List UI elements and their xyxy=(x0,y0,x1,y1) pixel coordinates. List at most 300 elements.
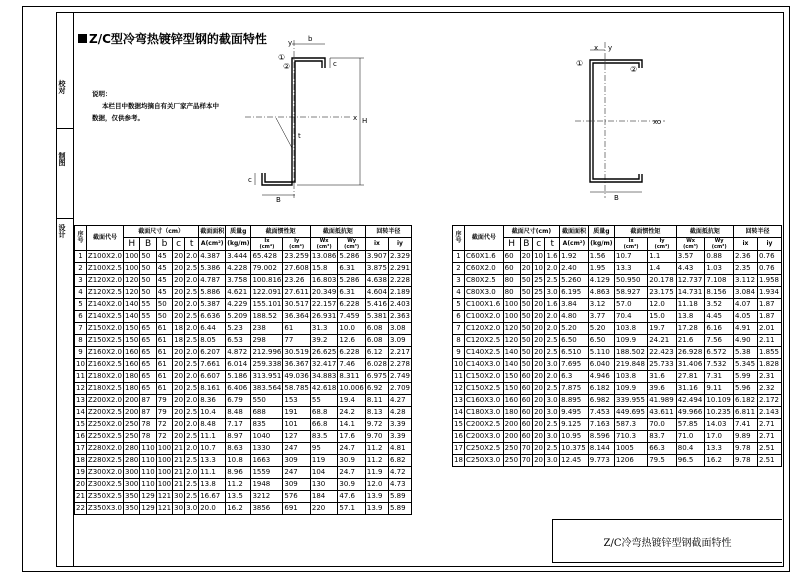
table-cell: 300 xyxy=(124,467,140,479)
table-cell: C150X2.5 xyxy=(465,383,504,395)
table-cell: 41.989 xyxy=(648,395,677,407)
unit-ry: iy xyxy=(757,238,781,251)
table-row xyxy=(453,251,782,263)
table-cell: 2.0 xyxy=(185,347,199,359)
c-label-x: x xyxy=(594,44,599,52)
table-cell: 101 xyxy=(283,419,311,431)
table-row xyxy=(453,323,782,335)
table-cell: 7 xyxy=(75,323,87,335)
table-cell: 9.495 xyxy=(560,407,589,419)
table-cell: Z250X2.5 xyxy=(86,431,123,443)
table-cell: 121 xyxy=(156,491,172,503)
table-cell: 2.403 xyxy=(388,299,411,311)
table-cell: 219.848 xyxy=(614,359,647,371)
table-cell: 31.6 xyxy=(648,371,677,383)
table-cell: 16.803 xyxy=(310,275,338,287)
table-cell: 83.5 xyxy=(310,431,338,443)
table-cell: C180X3.0 xyxy=(465,407,504,419)
table-cell: 20 xyxy=(520,263,532,275)
table-cell: 121 xyxy=(156,503,172,515)
table-cell: 103.8 xyxy=(614,323,647,335)
table-cell: 20 xyxy=(533,311,545,323)
table-cell: 13.9 xyxy=(365,503,388,515)
table-cell: 21 xyxy=(173,467,185,479)
table-cell: 27.81 xyxy=(676,371,705,383)
table-cell: Z140X2.5 xyxy=(86,311,123,323)
table-cell: 8.96 xyxy=(226,467,251,479)
table-cell: 30.519 xyxy=(283,347,311,359)
table-cell: 10 xyxy=(453,359,465,371)
note-line1: 本栏目中数据均摘自有关厂家产品样本中 xyxy=(102,102,219,110)
table-cell: 7.695 xyxy=(560,359,589,371)
table-cell: 80 xyxy=(503,275,520,287)
table-cell: 250 xyxy=(503,443,520,455)
table-cell: 3.77 xyxy=(588,311,614,323)
table-cell: 1.6 xyxy=(545,299,560,311)
table-cell: 6.510 xyxy=(560,347,589,359)
table-cell: 61 xyxy=(156,335,172,347)
table-cell: 14.731 xyxy=(676,287,705,299)
table-cell: 16.2 xyxy=(705,455,734,467)
table-cell: 109.9 xyxy=(614,335,647,347)
table-cell: 4.81 xyxy=(388,443,411,455)
table-cell: 65 xyxy=(140,335,156,347)
table-cell: 71.0 xyxy=(676,431,705,443)
table-cell: 61 xyxy=(156,359,172,371)
table-row xyxy=(453,431,782,443)
table-cell: 20 xyxy=(533,419,545,431)
table-cell: 17.0 xyxy=(705,431,734,443)
table-cell: 61 xyxy=(156,323,172,335)
table-cell: 2.228 xyxy=(388,275,411,287)
note-label: 说明： xyxy=(92,90,112,98)
table-cell: 140 xyxy=(124,299,140,311)
table-cell: 13.3 xyxy=(614,263,647,275)
table-cell: 1559 xyxy=(251,467,283,479)
table-cell: 2.0 xyxy=(185,395,199,407)
table-row xyxy=(75,275,412,287)
z-label-B: B xyxy=(276,196,281,204)
table-cell: 6.228 xyxy=(338,347,366,359)
z-circle-1: ① xyxy=(278,53,286,62)
table-cell: 3.39 xyxy=(388,419,411,431)
table-cell: 72 xyxy=(156,431,172,443)
table-row xyxy=(75,347,412,359)
table-cell: 100 xyxy=(156,455,172,467)
table-cell: 200 xyxy=(503,431,520,443)
table-row xyxy=(75,263,412,275)
table-cell: 104 xyxy=(310,467,338,479)
table-cell: 8.11 xyxy=(365,395,388,407)
table-cell: 21 xyxy=(75,491,87,503)
table-cell: 1005 xyxy=(614,443,647,455)
table-cell: 6.3 xyxy=(560,371,589,383)
table-cell: 180 xyxy=(124,383,140,395)
table-cell: 20 xyxy=(173,407,185,419)
table-cell: 9.70 xyxy=(365,431,388,443)
col-mass: 质量g xyxy=(588,226,614,238)
table-cell: 188.502 xyxy=(614,347,647,359)
table-cell: 587.3 xyxy=(614,419,647,431)
table-cell: 12 xyxy=(75,383,87,395)
table-cell: 2.291 xyxy=(388,263,411,275)
table-cell: 10.006 xyxy=(338,383,366,395)
table-cell: 50 xyxy=(156,299,172,311)
table-cell: 3.09 xyxy=(388,335,411,347)
table-cell: 30 xyxy=(173,491,185,503)
table-cell: 2.0 xyxy=(185,251,199,263)
table-cell: 3.57 xyxy=(676,251,705,263)
table-cell: 2.5 xyxy=(185,287,199,299)
table-cell: 200 xyxy=(124,407,140,419)
table-cell: 15 xyxy=(453,419,465,431)
table-cell: 43.611 xyxy=(648,407,677,419)
table-cell: 5.96 xyxy=(733,383,757,395)
dim-b: b xyxy=(156,238,172,251)
table-cell: 25.733 xyxy=(648,359,677,371)
table-cell: 20 xyxy=(533,395,545,407)
table-cell: 4.27 xyxy=(388,395,411,407)
table-cell: 127 xyxy=(283,431,311,443)
unit-wx: Wx (cm³) xyxy=(310,238,338,251)
table-cell: 110 xyxy=(140,443,156,455)
table-cell: 9.125 xyxy=(560,419,589,431)
table-cell: 13.3 xyxy=(199,455,226,467)
table-cell: 27.608 xyxy=(283,263,311,275)
table-cell: 21 xyxy=(173,455,185,467)
table-cell: 11 xyxy=(453,371,465,383)
table-cell: 24.7 xyxy=(338,443,366,455)
table-cell: 140 xyxy=(124,311,140,323)
table-cell: 20 xyxy=(533,455,545,467)
table-cell: 6.607 xyxy=(199,371,226,383)
table-cell: 70 xyxy=(520,443,532,455)
col-radius: 回转半径 xyxy=(733,226,781,238)
table-cell: 2.32 xyxy=(757,383,781,395)
table-cell: 13.8 xyxy=(199,479,226,491)
table-cell: 10.7 xyxy=(614,251,647,263)
table-cell: 103.8 xyxy=(614,371,647,383)
table-cell: 50 xyxy=(520,299,532,311)
table-cell: C150X2.0 xyxy=(465,371,504,383)
table-cell: 13.9 xyxy=(365,491,388,503)
col-radius: 回转半径 xyxy=(365,226,411,238)
table-cell: 4.05 xyxy=(733,311,757,323)
table-cell: 449.695 xyxy=(614,407,647,419)
table-cell: 2.5 xyxy=(185,431,199,443)
table-cell: 188.52 xyxy=(251,311,283,323)
table-cell: 36.364 xyxy=(283,311,311,323)
table-cell: 4 xyxy=(75,287,87,299)
col-area: 截面面积 xyxy=(560,226,589,238)
table-cell: 4.45 xyxy=(705,311,734,323)
table-cell: 8.63 xyxy=(226,443,251,455)
table-cell: 50.950 xyxy=(614,275,647,287)
col-modulus: 截面抵抗矩 xyxy=(676,226,733,238)
table-cell: 1.4 xyxy=(648,263,677,275)
table-cell: 191 xyxy=(283,407,311,419)
table-cell: 2.0 xyxy=(545,371,560,383)
table-cell: 9.773 xyxy=(588,455,614,467)
table-cell: 10 xyxy=(533,263,545,275)
table-cell: 50 xyxy=(520,347,532,359)
table-cell: 11.2 xyxy=(365,443,388,455)
table-cell: 47.6 xyxy=(338,491,366,503)
table-cell: 60 xyxy=(520,371,532,383)
table-cell: 50 xyxy=(520,359,532,371)
table-cell: 688 xyxy=(251,407,283,419)
table-cell: 13 xyxy=(453,395,465,407)
note xyxy=(92,88,219,124)
table-cell: C250X3.0 xyxy=(465,455,504,467)
table-cell: 65.428 xyxy=(251,251,283,263)
table-cell: Z100X2.5 xyxy=(86,263,123,275)
table-cell: 16.2 xyxy=(226,503,251,515)
table-cell: 17 xyxy=(75,443,87,455)
table-cell: Z300X2.0 xyxy=(86,467,123,479)
table-cell: 19 xyxy=(75,467,87,479)
table-cell: 350 xyxy=(124,491,140,503)
table-cell: 39.6 xyxy=(648,383,677,395)
table-cell: Z180X2.5 xyxy=(86,383,123,395)
table-cell: 24.2 xyxy=(338,407,366,419)
table-cell: 150 xyxy=(124,335,140,347)
table-row xyxy=(75,443,412,455)
table-cell: 4.787 xyxy=(199,275,226,287)
table-row xyxy=(75,467,412,479)
table-cell: 7.108 xyxy=(705,275,734,287)
table-cell: 11.9 xyxy=(365,467,388,479)
col-no: 序号 xyxy=(453,226,465,251)
table-cell: 200 xyxy=(124,395,140,407)
table-cell: 34.883 xyxy=(310,371,338,383)
table-cell: 25 xyxy=(533,275,545,287)
table-cell: 42.618 xyxy=(310,383,338,395)
table-cell: 1040 xyxy=(251,431,283,443)
table-cell: 15 xyxy=(75,419,87,431)
table-cell: 5.260 xyxy=(560,275,589,287)
table-cell: 3212 xyxy=(251,491,283,503)
dim-t: t xyxy=(545,238,560,251)
unit-ix: Ix (cm⁴) xyxy=(251,238,283,251)
table-cell: 45 xyxy=(156,287,172,299)
table-cell: 6.028 xyxy=(365,359,388,371)
col-code: 截面代号 xyxy=(465,226,504,251)
table-cell: 691 xyxy=(283,503,311,515)
table-cell: 1948 xyxy=(251,479,283,491)
table-cell: 1.6 xyxy=(545,251,560,263)
table-cell: 2.5 xyxy=(185,407,199,419)
table-cell: 10 xyxy=(533,251,545,263)
table-cell: 60 xyxy=(520,395,532,407)
table-cell: 6.79 xyxy=(226,395,251,407)
table-cell: 10.95 xyxy=(560,431,589,443)
table-row xyxy=(453,443,782,455)
table-row xyxy=(453,455,782,467)
table-cell: 129 xyxy=(140,491,156,503)
table-cell: 20 xyxy=(533,431,545,443)
table-cell: 350 xyxy=(124,503,140,515)
table-cell: 20 xyxy=(75,479,87,491)
table-cell: 61 xyxy=(156,383,172,395)
table-cell: 22 xyxy=(75,503,87,515)
table-cell: Z250X2.0 xyxy=(86,419,123,431)
table-cell: 30.9 xyxy=(338,479,366,491)
table-cell: 20 xyxy=(533,407,545,419)
table-cell: 14 xyxy=(453,407,465,419)
table-cell: 4.863 xyxy=(588,287,614,299)
table-cell: 122.091 xyxy=(251,287,283,299)
signature-column xyxy=(56,12,74,567)
table-cell: 3.0 xyxy=(545,359,560,371)
c-section-table xyxy=(452,225,782,467)
table-row xyxy=(453,311,782,323)
table-cell: 7.875 xyxy=(560,383,589,395)
table-cell: 20 xyxy=(173,311,185,323)
table-cell: 1.1 xyxy=(648,251,677,263)
table-cell: 55 xyxy=(140,299,156,311)
table-cell: 32.417 xyxy=(310,359,338,371)
table-cell: 20 xyxy=(533,383,545,395)
table-cell: 50 xyxy=(140,275,156,287)
table-cell: 2.31 xyxy=(757,371,781,383)
table-cell: 2.329 xyxy=(388,251,411,263)
col-inertia: 截面惯性矩 xyxy=(614,226,676,238)
table-row xyxy=(75,419,412,431)
unit-ix: Ix (cm⁴) xyxy=(614,238,647,251)
table-cell: 6.811 xyxy=(733,407,757,419)
table-cell: 3.907 xyxy=(365,251,388,263)
table-cell: 5 xyxy=(75,299,87,311)
table-cell: 180 xyxy=(503,407,520,419)
table-cell: 5.381 xyxy=(365,311,388,323)
table-cell: 24.7 xyxy=(338,467,366,479)
dim-c: c xyxy=(533,238,545,251)
table-cell: 19.7 xyxy=(648,323,677,335)
c-label-B: B xyxy=(614,194,619,202)
side-divider xyxy=(56,128,74,129)
unit-rx: ix xyxy=(733,238,757,251)
table-cell: 11.1 xyxy=(199,431,226,443)
table-cell: 120 xyxy=(503,335,520,347)
table-cell: 2.11 xyxy=(757,335,781,347)
table-cell: 23.26 xyxy=(283,275,311,287)
table-row xyxy=(453,371,782,383)
table-cell: 10.4 xyxy=(199,407,226,419)
table-cell: 20 xyxy=(533,347,545,359)
table-row xyxy=(75,503,412,515)
table-cell: 4.129 xyxy=(588,275,614,287)
table-cell: 5.186 xyxy=(226,371,251,383)
table-cell: 15.0 xyxy=(648,311,677,323)
table-cell: 68.8 xyxy=(310,407,338,419)
table-cell: 2.40 xyxy=(560,263,589,275)
table-cell: 79 xyxy=(156,395,172,407)
table-cell: 6.228 xyxy=(338,299,366,311)
table-cell: 6.195 xyxy=(560,287,589,299)
table-row xyxy=(75,311,412,323)
table-cell: 2 xyxy=(75,263,87,275)
table-cell: 8.36 xyxy=(199,395,226,407)
table-cell: 4.387 xyxy=(199,251,226,263)
table-cell: 45 xyxy=(156,263,172,275)
table-cell: 4.91 xyxy=(733,323,757,335)
table-cell: 20 xyxy=(173,383,185,395)
table-cell: 2.5 xyxy=(185,359,199,371)
table-cell: 0.88 xyxy=(705,251,734,263)
table-cell: 57.85 xyxy=(676,419,705,431)
table-cell: 20 xyxy=(173,359,185,371)
table-row xyxy=(75,251,412,263)
table-row xyxy=(75,335,412,347)
table-cell: 6.014 xyxy=(226,359,251,371)
table-cell: 4.72 xyxy=(388,467,411,479)
table-cell: 13 xyxy=(75,395,87,407)
c-section-diagram xyxy=(570,30,690,205)
col-dims: 截面尺寸（cm） xyxy=(124,226,199,238)
table-cell: 6.92 xyxy=(365,383,388,395)
unit-rx: ix xyxy=(365,238,388,251)
table-cell: 79 xyxy=(156,407,172,419)
table-cell: 3.444 xyxy=(226,251,251,263)
table-cell: 14.03 xyxy=(705,419,734,431)
table-cell: Z140X2.0 xyxy=(86,299,123,311)
table-cell: 3.52 xyxy=(705,299,734,311)
table-cell: 7.41 xyxy=(733,419,757,431)
table-cell: 60 xyxy=(503,263,520,275)
table-cell: 9.72 xyxy=(365,419,388,431)
table-cell: 710.3 xyxy=(614,431,647,443)
dim-H: H xyxy=(503,238,520,251)
title-text: Z/C型冷弯热镀锌型钢的截面特性 xyxy=(89,32,267,46)
table-cell: 2.5 xyxy=(185,455,199,467)
table-cell: 20 xyxy=(533,443,545,455)
table-cell: 550 xyxy=(251,395,283,407)
table-cell: 9.89 xyxy=(733,431,757,443)
table-cell: 50 xyxy=(156,311,172,323)
table-cell: 45 xyxy=(156,275,172,287)
col-mass: 质量g xyxy=(226,226,251,238)
c-label-y: y xyxy=(608,44,613,52)
table-cell: 2.71 xyxy=(757,431,781,443)
table-cell: Z120X2.0 xyxy=(86,275,123,287)
table-cell: 65 xyxy=(140,347,156,359)
table-cell: 11 xyxy=(75,371,87,383)
table-row xyxy=(75,323,412,335)
table-cell: 20 xyxy=(173,347,185,359)
table-cell: 65 xyxy=(140,383,156,395)
table-cell: 20 xyxy=(173,263,185,275)
table-cell: 80 xyxy=(503,287,520,299)
table-cell: 212.996 xyxy=(251,347,283,359)
table-header-row xyxy=(453,226,782,238)
table-cell: 30.517 xyxy=(283,299,311,311)
table-cell: 2.0 xyxy=(185,299,199,311)
table-cell: 2.5 xyxy=(185,335,199,347)
table-cell: 77 xyxy=(283,335,311,347)
table-cell: 9 xyxy=(453,347,465,359)
table-cell: 18 xyxy=(75,455,87,467)
table-cell: C60X2.0 xyxy=(465,263,504,275)
table-cell: 7.17 xyxy=(226,419,251,431)
table-cell: 6.406 xyxy=(226,383,251,395)
table-cell: 11.18 xyxy=(676,299,705,311)
table-cell: 31.16 xyxy=(676,383,705,395)
table-cell: 4.872 xyxy=(226,347,251,359)
table-cell: 5.20 xyxy=(588,323,614,335)
dim-B: B xyxy=(140,238,156,251)
table-cell: C160X3.0 xyxy=(465,395,504,407)
